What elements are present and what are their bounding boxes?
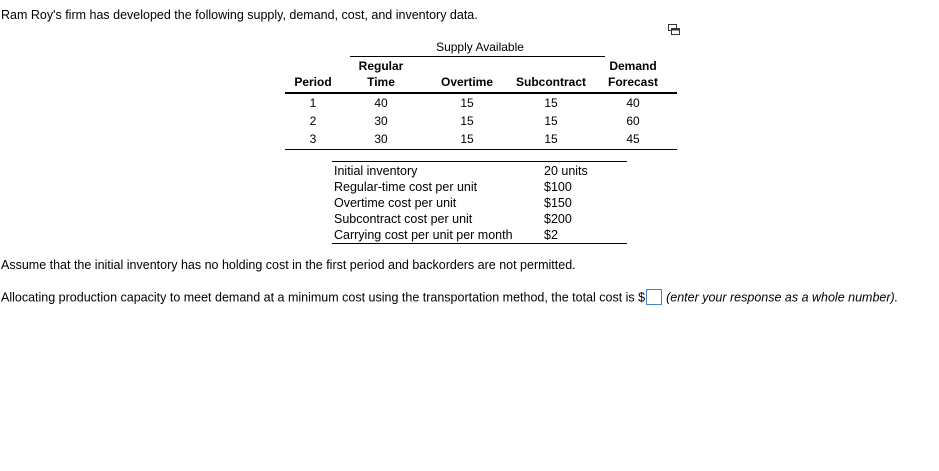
question-text: Allocating production capacity to meet demand at a minimum cost using the transportation method, the total cost is $ bbox=[1, 290, 646, 305]
table-row-3-overtime: 15 bbox=[460, 132, 474, 146]
table-row-1-regular: 40 bbox=[374, 96, 388, 110]
total-cost-answer-input[interactable] bbox=[646, 289, 662, 305]
header-demand-line1: Demand bbox=[609, 59, 657, 73]
table-row-2-regular: 30 bbox=[374, 114, 388, 128]
table-row-2-overtime: 15 bbox=[460, 114, 474, 128]
assumption-note: Assume that the initial inventory has no holding cost in the first period and backorders are not permitted. bbox=[1, 258, 576, 272]
header-demand-line2: Forecast bbox=[607, 75, 659, 89]
cost-value-initial-inventory: 20 units bbox=[544, 164, 588, 178]
supply-header-rule bbox=[350, 56, 605, 57]
cost-value-regular-time: $100 bbox=[544, 180, 572, 194]
table-row-2-period: 2 bbox=[309, 114, 317, 128]
table-header-rule bbox=[285, 92, 677, 94]
cost-value-subcontract: $200 bbox=[544, 212, 572, 226]
header-period: Period bbox=[294, 75, 332, 89]
cost-label-initial-inventory: Initial inventory bbox=[334, 164, 418, 178]
intro-text: Ram Roy's firm has developed the following supply, demand, cost, and inventory data. bbox=[1, 8, 478, 22]
response-hint: (enter your response as a whole number). bbox=[666, 290, 899, 305]
copy-icon[interactable] bbox=[668, 24, 680, 36]
header-regular-line2: Time bbox=[367, 75, 395, 89]
header-overtime: Overtime bbox=[440, 75, 494, 89]
table-row-3-period: 3 bbox=[309, 132, 317, 146]
header-subcontract: Subcontract bbox=[515, 75, 586, 89]
cost-label-regular-time: Regular-time cost per unit bbox=[334, 180, 478, 194]
cost-list-top-rule bbox=[332, 161, 627, 162]
table-row-3-subcontract: 15 bbox=[544, 132, 558, 146]
table-row-1-overtime: 15 bbox=[460, 96, 474, 110]
table-row-2-subcontract: 15 bbox=[544, 114, 558, 128]
table-row-2-demand: 60 bbox=[626, 114, 640, 128]
supply-available-header: Supply Available bbox=[436, 40, 524, 54]
table-bottom-rule bbox=[285, 149, 677, 150]
cost-value-carrying: $2 bbox=[544, 228, 558, 242]
cost-value-overtime: $150 bbox=[544, 196, 572, 210]
cost-list-bottom-rule bbox=[332, 243, 627, 244]
cost-label-overtime: Overtime cost per unit bbox=[334, 196, 457, 210]
table-row-1-subcontract: 15 bbox=[544, 96, 558, 110]
table-row-3-demand: 45 bbox=[626, 132, 640, 146]
question-line bbox=[1, 290, 898, 306]
cost-label-subcontract: Subcontract cost per unit bbox=[334, 212, 473, 226]
table-row-1-demand: 40 bbox=[626, 96, 640, 110]
cost-label-carrying: Carrying cost per unit per month bbox=[334, 228, 513, 242]
table-row-3-regular: 30 bbox=[374, 132, 388, 146]
header-regular-line1: Regular bbox=[358, 59, 404, 73]
table-row-1-period: 1 bbox=[309, 96, 317, 110]
